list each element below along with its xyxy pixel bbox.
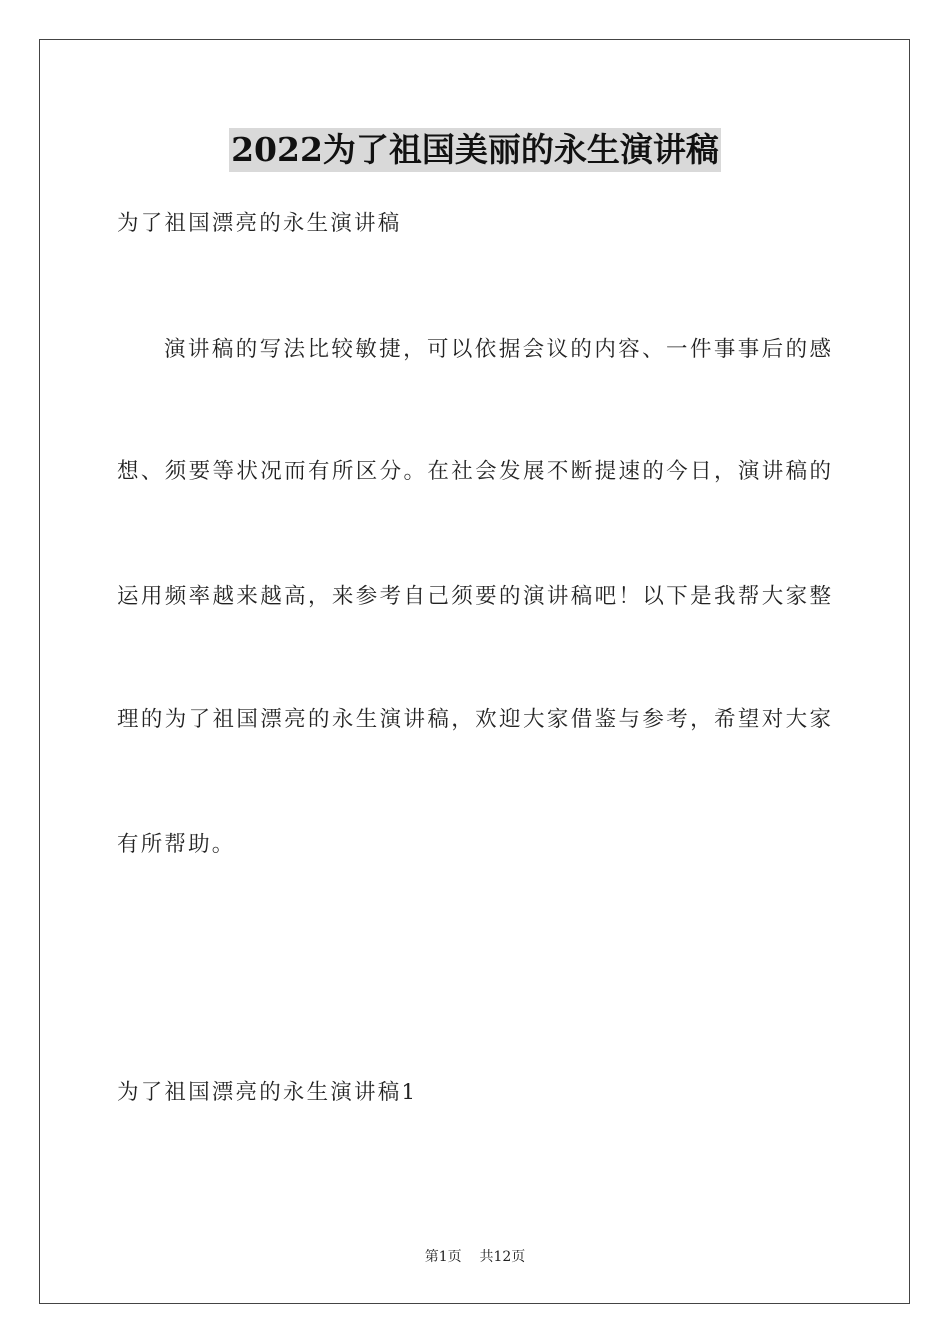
paragraph-line-1: 演讲稿的写法比较敏捷，可以依据会议的内容、一件事事后的感 bbox=[164, 337, 831, 362]
paragraph-line-3: 运用频率越来越高，来参考自己须要的演讲稿吧！以下是我帮大家整 bbox=[117, 584, 831, 609]
paragraph-line-5: 有所帮助。 bbox=[117, 832, 236, 857]
paragraph-line-4: 理的为了祖国漂亮的永生演讲稿，欢迎大家借鉴与参考，希望对大家 bbox=[117, 707, 831, 732]
paragraph-line-2: 想、须要等状况而有所区分。在社会发展不断提速的今日，演讲稿的 bbox=[117, 459, 831, 484]
page-number: 第1页 bbox=[424, 1249, 462, 1265]
page-footer bbox=[0, 1246, 950, 1266]
document-title-text: 2022为了祖国美丽的永生演讲稿 bbox=[229, 128, 721, 172]
document-title bbox=[0, 128, 950, 172]
section-heading: 为了祖国漂亮的永生演讲稿1 bbox=[117, 1080, 418, 1105]
page-total: 共12页 bbox=[479, 1249, 526, 1265]
document-subtitle: 为了祖国漂亮的永生演讲稿 bbox=[117, 211, 402, 236]
